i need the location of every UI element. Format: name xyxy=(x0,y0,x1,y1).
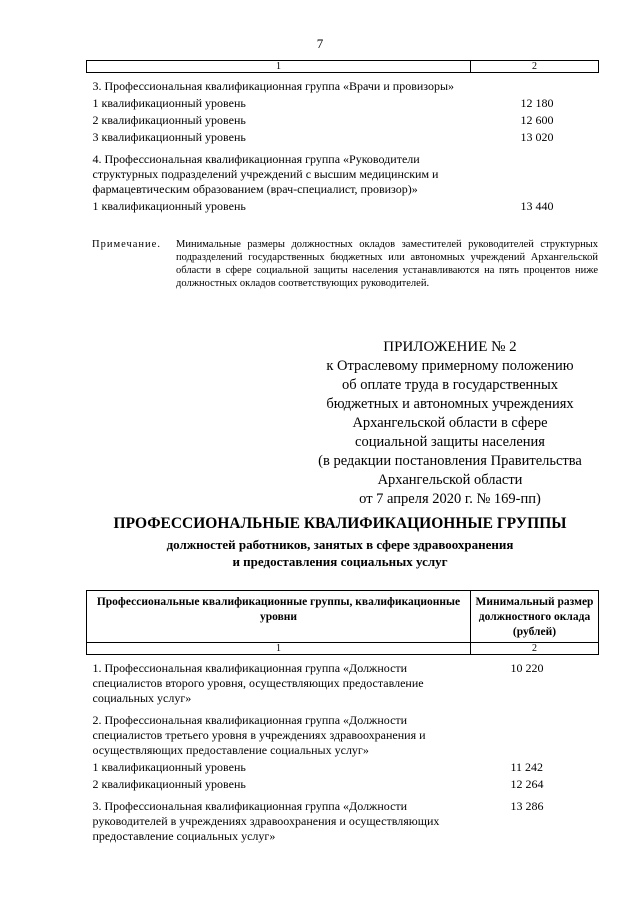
table-header-row xyxy=(87,591,599,643)
salary-value: 13 286 xyxy=(510,799,544,813)
table-row xyxy=(87,707,599,759)
salary-value xyxy=(471,146,599,198)
document-title: ПРОФЕССИОНАЛЬНЫЕ КВАЛИФИКАЦИОННЫЕ ГРУППЫ xyxy=(113,515,567,532)
group-name: 1. Профессиональная квалификационная группа «Должности специалистов второго уровня, осуществляющих предоставление социальных услуг» xyxy=(92,661,424,705)
appendix-line: к Отраслевому примерному положению xyxy=(326,358,574,374)
table-row xyxy=(87,129,599,146)
document-subtitle xyxy=(60,536,620,570)
header-groups: Профессиональные квалификационные группы, квалификационные уровни xyxy=(87,591,471,643)
salary-value xyxy=(471,73,599,96)
salary-table-continued xyxy=(86,60,599,215)
salary-value: 11 242 xyxy=(510,760,544,774)
group-name: 3. Профессиональная квалификационная группа «Врачи и провизоры» xyxy=(92,79,455,93)
salary-table xyxy=(86,590,599,845)
appendix-line: бюджетных и автономных учреждениях xyxy=(326,396,574,412)
table-row xyxy=(87,776,599,793)
salary-value xyxy=(471,707,599,759)
column-number-2: 2 xyxy=(471,643,599,655)
appendix-line: Архангельской области в сфере xyxy=(352,415,548,431)
salary-value: 13 440 xyxy=(520,199,554,213)
appendix-title: ПРИЛОЖЕНИЕ № 2 xyxy=(383,339,517,355)
note-label: Примечание. xyxy=(92,239,161,250)
group-name: 3. Профессиональная квалификационная группа «Должности руководителей в учреждениях здравоохранения и осуществляющих предоставление социальных услуг» xyxy=(92,799,440,843)
level-name: 1 квалификационный уровень xyxy=(92,96,246,110)
appendix-block xyxy=(300,338,600,509)
column-number-1: 1 xyxy=(87,61,471,73)
salary-value: 12 180 xyxy=(520,96,554,110)
group-name: 4. Профессиональная квалификационная группа «Руководители структурных подразделений учреждений с высшим медицинским и фармацевтическим образованием (врач-специалист, провизор)» xyxy=(92,152,439,196)
column-number-row xyxy=(87,61,599,73)
note-text: Минимальные размеры должностных окладов заместителей руководителей структурных подразделений государственных бюджетных или автономных учреждений Архангельской области в сфере социальной защиты населения устанавливаются на пять процентов ниже должностных окладов соответствующих руководителей. xyxy=(176,239,598,289)
document-subtitle-line: должностей работников, занятых в сфере здравоохранения xyxy=(166,537,514,552)
appendix-line: (в редакции постановления Правительства xyxy=(318,453,582,469)
column-number-1: 1 xyxy=(87,643,471,655)
page-number: 7 xyxy=(316,36,324,51)
salary-value: 10 220 xyxy=(510,661,544,675)
table-row xyxy=(87,198,599,215)
table-row xyxy=(87,95,599,112)
column-number-row xyxy=(87,643,599,655)
level-name: 1 квалификационный уровень xyxy=(92,760,246,774)
group-name: 2. Профессиональная квалификационная группа «Должности специалистов третьего уровня в учреждениях здравоохранения и осуществляющих предоставление социальных услуг» xyxy=(92,713,426,757)
level-name: 2 квалификационный уровень xyxy=(92,777,246,791)
salary-value: 13 020 xyxy=(520,130,554,144)
document-subtitle-line: и предоставления социальных услуг xyxy=(232,554,448,569)
salary-value: 12 600 xyxy=(520,113,554,127)
column-number-2: 2 xyxy=(471,61,599,73)
level-name: 2 квалификационный уровень xyxy=(92,113,246,127)
appendix-line: об оплате труда в государственных xyxy=(341,377,559,393)
table-row xyxy=(87,655,599,708)
salary-value: 12 264 xyxy=(510,777,544,791)
note xyxy=(92,238,598,290)
appendix-line: социальной защиты населения xyxy=(355,434,545,450)
appendix-line: Архангельской области xyxy=(377,472,523,488)
table-row xyxy=(87,146,599,198)
level-name: 1 квалификационный уровень xyxy=(92,199,246,213)
salary-table-continued-body xyxy=(87,61,599,216)
salary-table-body xyxy=(87,591,599,846)
level-name: 3 квалификационный уровень xyxy=(92,130,246,144)
header-salary: Минимальный размер должностного оклада (рублей) xyxy=(471,591,599,643)
table-row xyxy=(87,793,599,845)
appendix-line: от 7 апреля 2020 г. № 169-пп) xyxy=(359,491,541,507)
table-row xyxy=(87,759,599,776)
table-row xyxy=(87,73,599,96)
table-row xyxy=(87,112,599,129)
